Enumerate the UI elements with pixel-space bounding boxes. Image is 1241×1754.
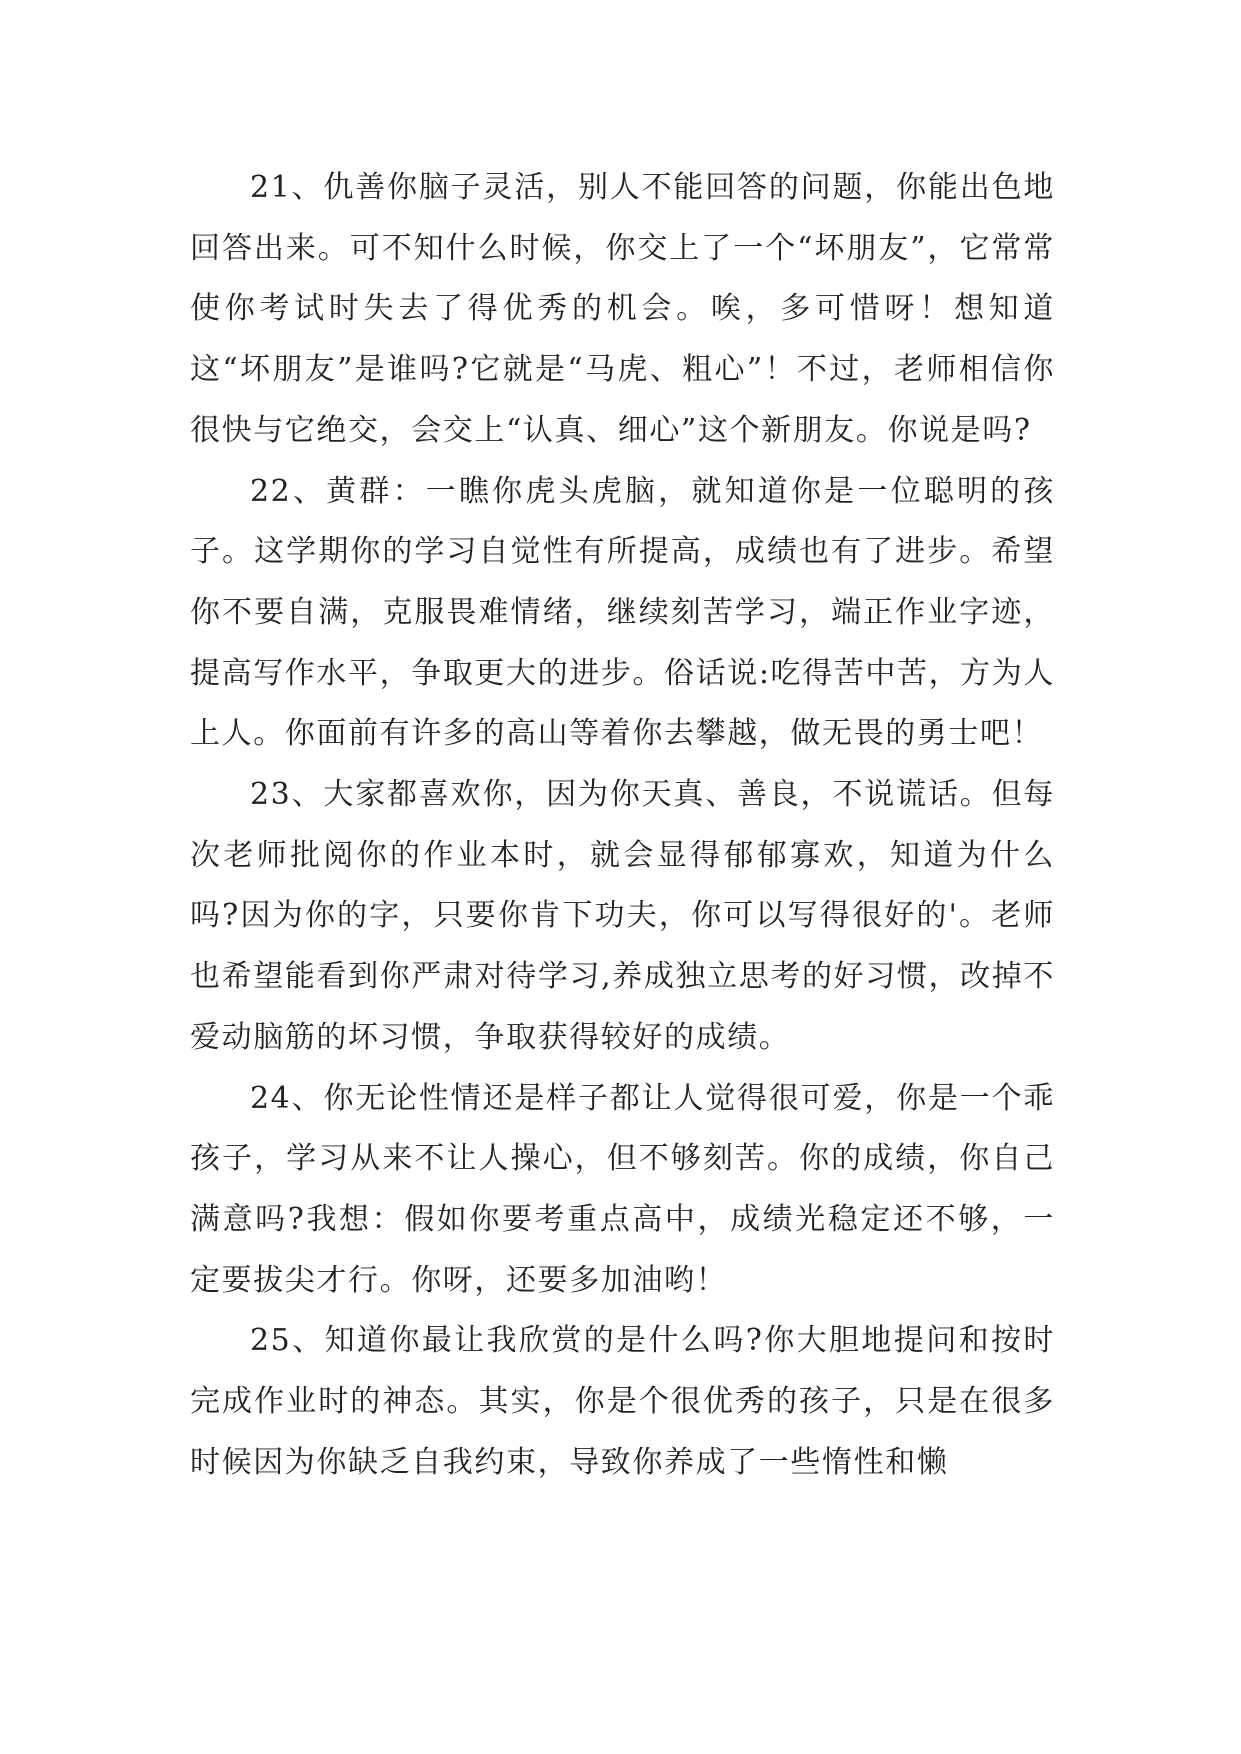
paragraph-23: 23、大家都喜欢你，因为你天真、善良，不说谎话。但每次老师批阅你的作业本时，就会显得郁郁寡欢，知道为什么吗?因为你的字，只要你肯下功夫，你可以写得很好的'。老师也希望能看到你严肃对待学习,养成独立思考的好习惯，改掉不爱动脑筋的坏习惯，争取获得较好的成绩。: [190, 777, 1055, 1055]
paragraph-21: 21、仇善你脑子灵活，别人不能回答的问题，你能出色地回答出来。可不知什么时候，你交上了一个“坏朋友”，它常常使你考试时失去了得优秀的机会。唉，多可惜呀！想知道这“坏朋友”是谁吗?它就是“马虎、粗心”！不过，老师相信你很快与它绝交，会交上“认真、细心”这个新朋友。你说是吗?: [190, 170, 1055, 448]
document-body: [190, 158, 1055, 1493]
paragraph-24: 24、你无论性情还是样子都让人觉得很可爱，你是一个乖孩子，学习从来不让人操心，但不够刻苦。你的成绩，你自己满意吗?我想：假如你要考重点高中，成绩光稳定还不够，一定要拔尖才行。你呀，还要多加油哟！: [190, 1080, 1055, 1298]
paragraph-25: 25、知道你最让我欣赏的是什么吗?你大胆地提问和按时完成作业时的神态。其实，你是个很优秀的孩子，只是在很多时候因为你缺乏自我约束，导致你养成了一些惰性和懒: [190, 1323, 1055, 1480]
paragraph-22: 22、黄群：一瞧你虎头虎脑，就知道你是一位聪明的孩子。这学期你的学习自觉性有所提高，成绩也有了进步。希望你不要自满，克服畏难情绪，继续刻苦学习，端正作业字迹，提高写作水平，争取更大的进步。俗话说:吃得苦中苦，方为人上人。你面前有许多的高山等着你去攀越，做无畏的勇士吧！: [190, 473, 1055, 752]
